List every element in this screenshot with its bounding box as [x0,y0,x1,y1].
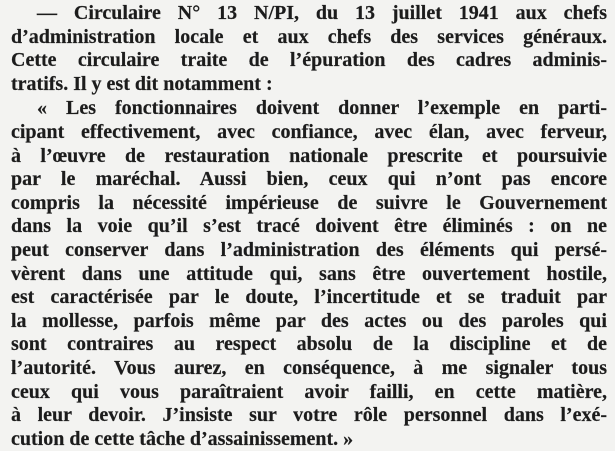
text-line: « Les fonctionnaires doivent donner l’exemple en parti- [37,97,607,120]
document-text [11,2,607,451]
intro-paragraph [11,2,607,96]
text-line: est caractérisée par le doute, l’incertitude et se traduit par [11,286,607,309]
text-line: par le maréchal. Aussi bien, ceux qui n’ont pas encore [11,168,607,191]
text-line: sont contraires au respect absolu de la discipline et de [11,333,607,356]
text-line: dans la voie qu’il s’est tracé doivent être éliminés : on ne [11,215,607,238]
text-line: la mollesse, parfois même par des actes ou des paroles qui [11,309,607,332]
text-line: — Circulaire N° 13 N/PI, du 13 juillet 1941 aux chefs [37,2,607,24]
text-line: tratifs. Il y est dit notamment : [11,72,273,95]
text-line: vèrent dans une attitude qui, sans être ouvertement hostile, [11,262,607,285]
text-line: cution de cette tâche d’assainissement. » [11,427,354,450]
text-line: Cette circulaire traite de l’épuration des cadres adminis- [11,49,607,72]
quote-paragraph [11,97,607,451]
text-line: à l’œuvre de restauration nationale prescrite et poursuivie [11,144,607,167]
text-line: d’administration locale et aux chefs des services généraux. [11,25,607,48]
text-line: peut conserver dans l’administration des éléments qui persé- [11,238,607,261]
text-line: ceux qui vous paraîtraient avoir failli, en cette matière, [11,380,607,403]
text-line: cipant effectivement, avec confiance, avec élan, avec ferveur, [11,120,607,143]
text-line: compris la nécessité impérieuse de suivre le Gouvernement [11,191,607,214]
text-line: l’autorité. Vous aurez, en conséquence, à me signaler tous [11,356,607,379]
text-line: à leur devoir. J’insiste sur votre rôle personnel dans l’exé- [11,404,607,427]
